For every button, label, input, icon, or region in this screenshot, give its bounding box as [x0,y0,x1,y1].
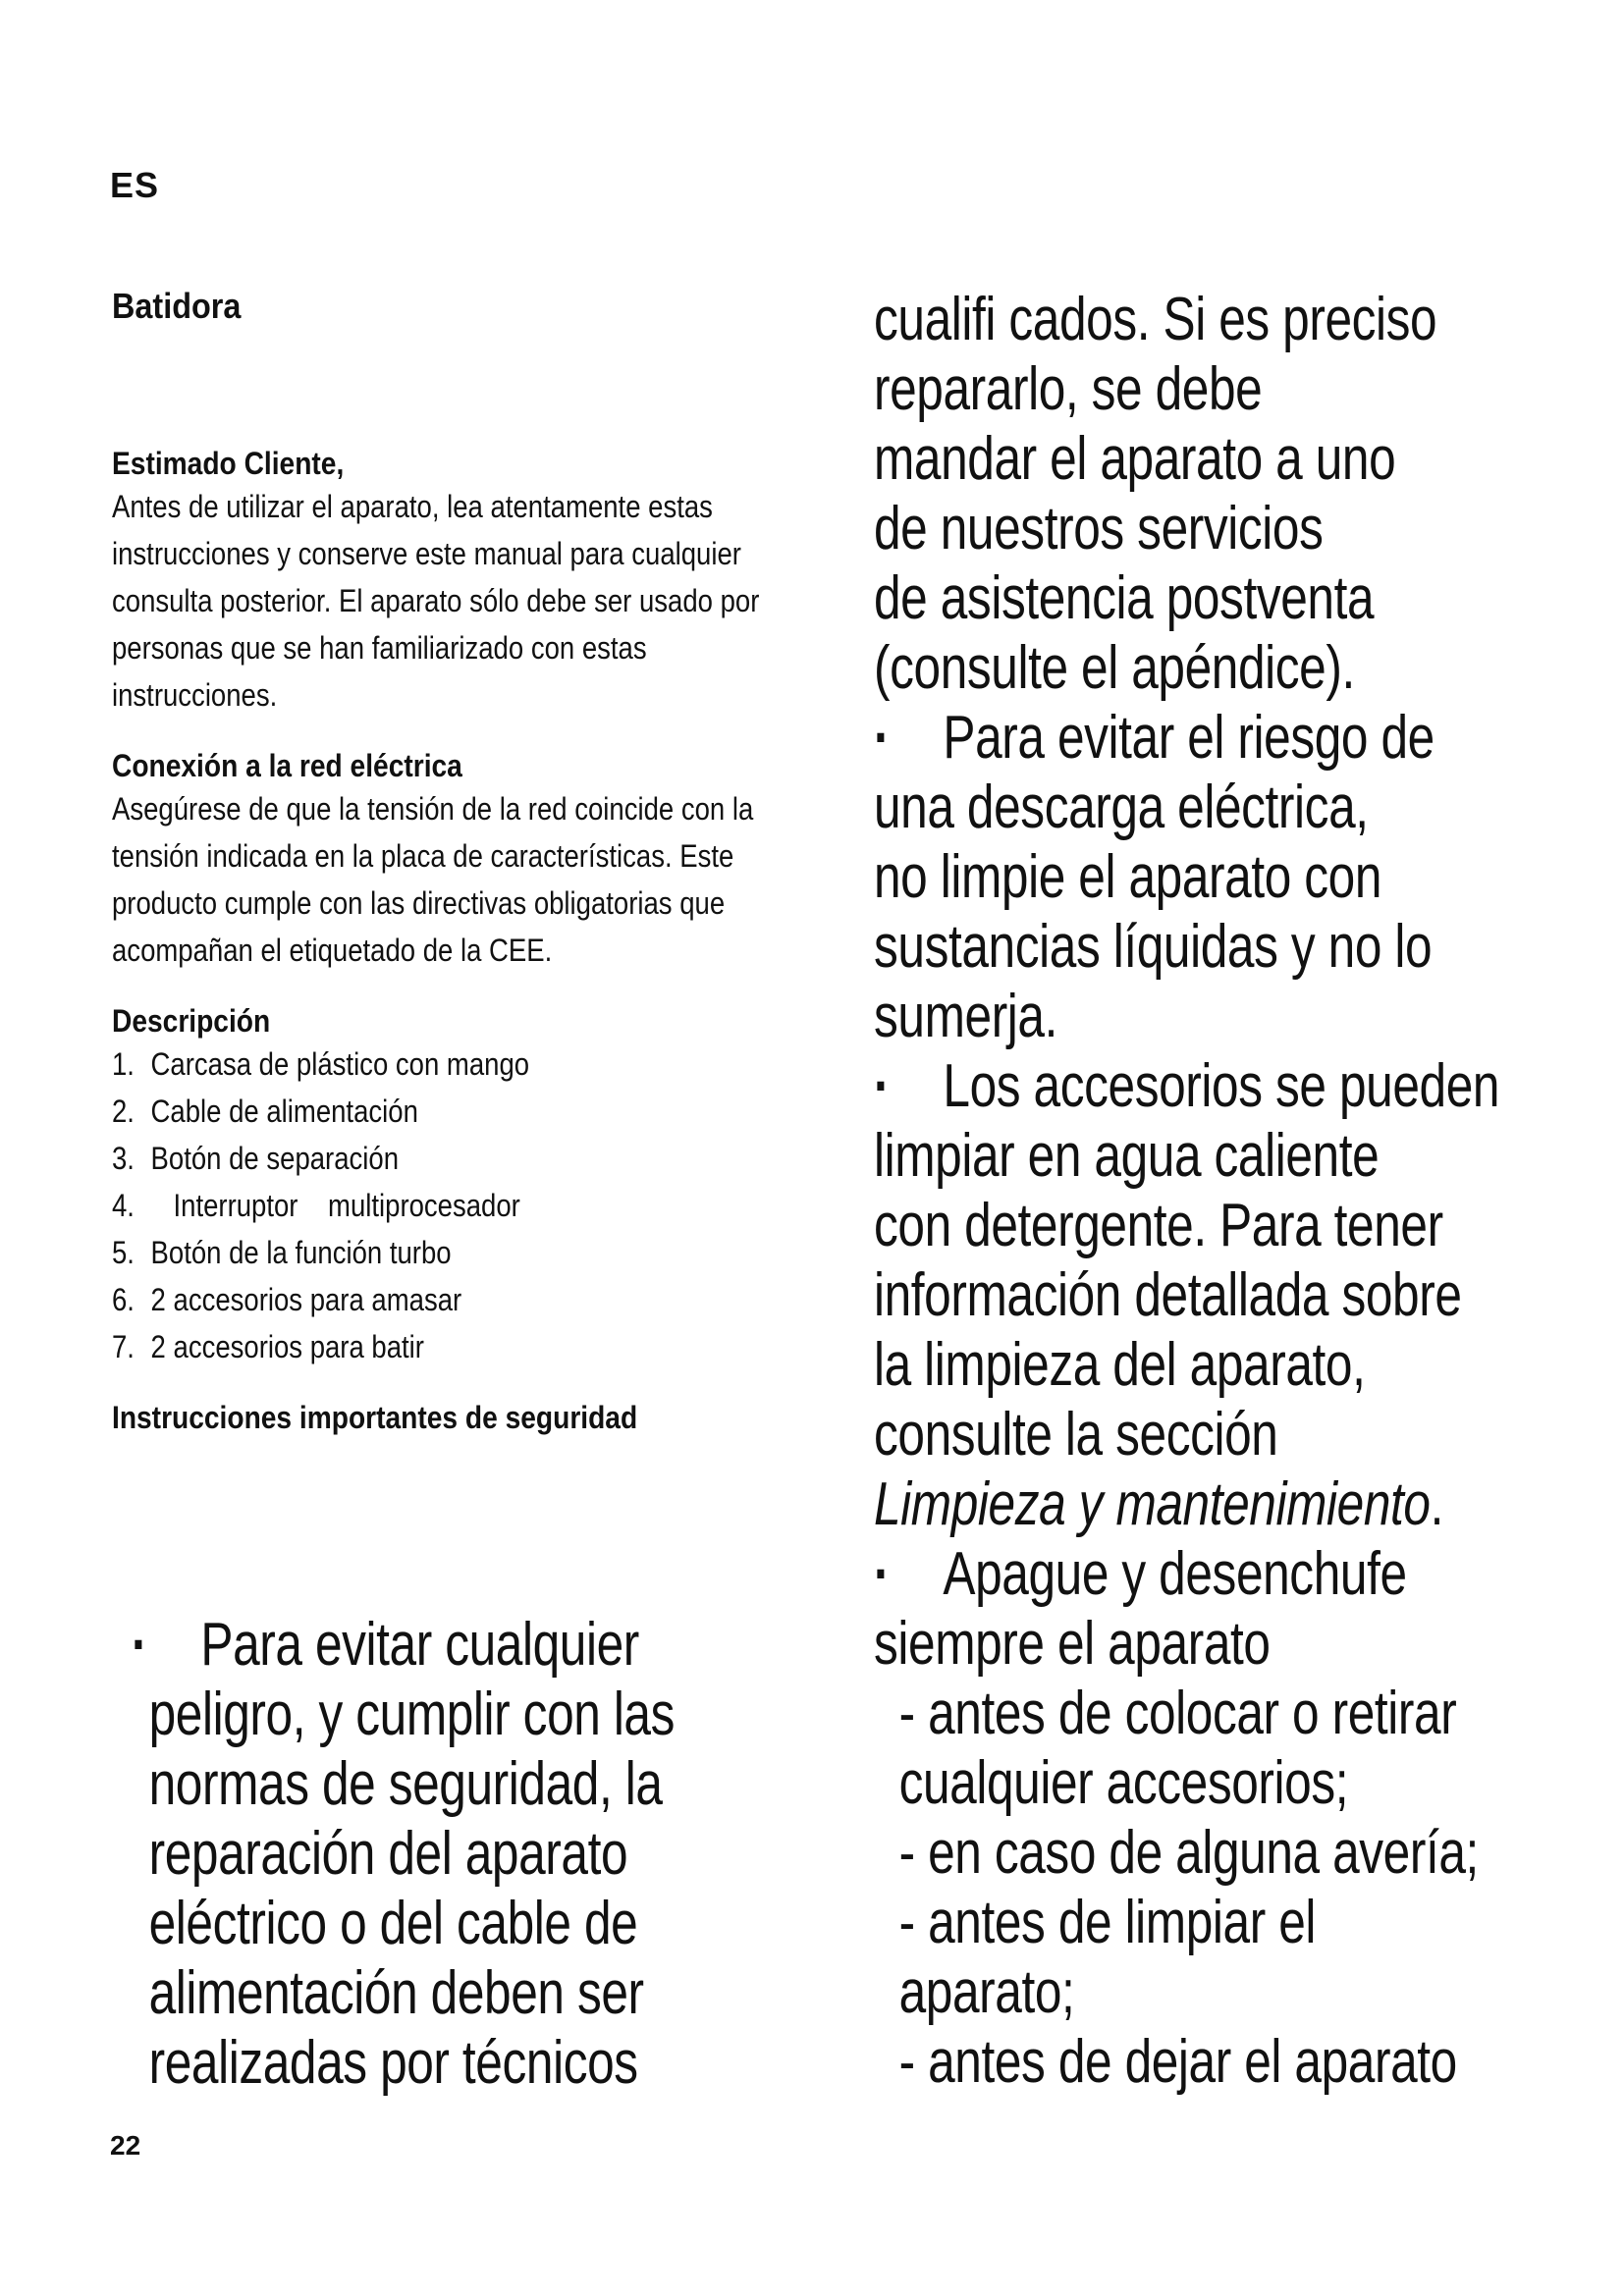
safety-line [874,1469,1455,1539]
list-item-text: Carcasa de plástico con mango [150,1046,530,1082]
safety-line: reparación del aparato [148,1820,628,1888]
safety-line: (consulte el apéndice). [874,634,1355,702]
list-item [112,1041,694,1088]
safety-line: de nuestros servicios [874,495,1324,562]
safety-line [874,1051,1500,1121]
list-item [112,1135,694,1182]
safety-sub-line: - antes de colocar o retirar [898,1680,1457,1747]
bullet-mark: · [874,1052,891,1120]
connection-body: Asegúrese de que la tensión de la red coincide con la tensión indicada en la placa de características. Este producto cumple con las directivas obligatorias que acompañan el etiquetado de la CEE. [112,791,754,968]
safety-line: eléctrico o del cable de [148,1890,638,1957]
safety-sub-line: - en caso de alguna avería; [898,1819,1479,1887]
safety-sub-line: aparato; [898,1958,1075,2026]
list-item-number: 7. [112,1329,135,1364]
customer-section [112,444,789,719]
safety-line: realizadas por técnicos [148,2029,638,2097]
list-item [112,1323,694,1370]
safety-line [874,1539,1455,1609]
list-item-text: 2 accesorios para amasar [150,1282,462,1317]
list-item [112,1276,694,1323]
safety-line: no limpie el aparato con [874,843,1382,911]
list-item [112,1182,694,1229]
document-title: Batidora [112,286,242,326]
list-item-number: 2. [112,1094,135,1129]
period: . [1430,1470,1443,1538]
bullet-mark: · [132,1611,148,1679]
safety-line: repararlo, se debe [874,355,1263,423]
customer-body: Antes de utilizar el aparato, lea atentamente estas instrucciones y conserve este manual para cualquier consulta posterior. El aparato sólo debe ser usado por personas que se han familiarizado con estas instrucciones. [112,489,760,713]
list-item-text: Cable de alimentación [150,1094,418,1129]
list-item [112,1229,694,1276]
connection-heading: Conexión a la red eléctrica [112,748,462,783]
safety-line [132,1610,697,1680]
description-section [112,1001,789,1370]
bullet-mark: · [874,1540,891,1608]
safety-section [112,1398,789,1437]
safety-line: de asistencia postventa [874,564,1375,632]
bullet-mark: · [874,704,891,772]
safety-line: cualifi cados. Si es preciso [874,286,1437,353]
left-column [112,285,789,1465]
safety-line: sumerja. [874,983,1057,1050]
connection-section [112,746,789,974]
description-list [112,1041,789,1370]
page-number: 22 [110,2130,141,2161]
safety-line: información detallada sobre [874,1261,1462,1329]
safety-line: la limpieza del aparato, [874,1331,1366,1399]
list-item [112,1088,694,1135]
right-column [874,285,1600,2097]
list-item-number: 6. [112,1282,135,1317]
safety-line: normas de seguridad, la [148,1750,663,1818]
list-item-text: Botón de separación [150,1141,400,1176]
list-item-number: 3. [112,1141,135,1176]
safety-line: peligro, y cumplir con las [148,1681,676,1748]
section-reference: Limpieza y mantenimiento [874,1470,1431,1538]
list-item-number: 5. [112,1235,135,1270]
safety-line: una descarga eléctrica, [874,774,1369,841]
description-heading: Descripción [112,1003,271,1039]
safety-sub-line: cualquier accesorios; [898,1749,1349,1817]
safety-line: alimentación deben ser [148,1959,644,2027]
list-item-text: Botón de la función turbo [150,1235,452,1270]
list-item-text: Interruptor multiprocesador [150,1188,520,1223]
safety-line-text: Para evitar el riesgo de [943,704,1435,772]
safety-line-text: Para evitar cualquier [200,1611,639,1679]
safety-line: consulte la sección [874,1401,1278,1468]
safety-line: siempre el aparato [874,1610,1271,1678]
safety-line: limpiar en agua caliente [874,1122,1380,1190]
safety-line: mandar el aparato a uno [874,425,1396,493]
language-tag: ES [110,165,160,205]
customer-heading: Estimado Cliente, [112,446,345,481]
safety-sub-line: - antes de limpiar el [898,1889,1317,1956]
safety-left-text [132,1610,839,2098]
safety-line-text: Los accesorios se pueden [943,1052,1500,1120]
safety-line [874,703,1455,773]
safety-line: sustancias líquidas y no lo [874,913,1433,981]
list-item-number: 1. [112,1046,135,1082]
safety-heading: Instrucciones importantes de seguridad [112,1400,638,1435]
safety-line: con detergente. Para tener [874,1192,1443,1259]
list-item-number: 4. [112,1188,135,1223]
safety-line-text: Apague y desenchufe [943,1540,1407,1608]
safety-sub-line: - antes de dejar el aparato [898,2028,1457,2096]
list-item-text: 2 accesorios para batir [150,1329,424,1364]
